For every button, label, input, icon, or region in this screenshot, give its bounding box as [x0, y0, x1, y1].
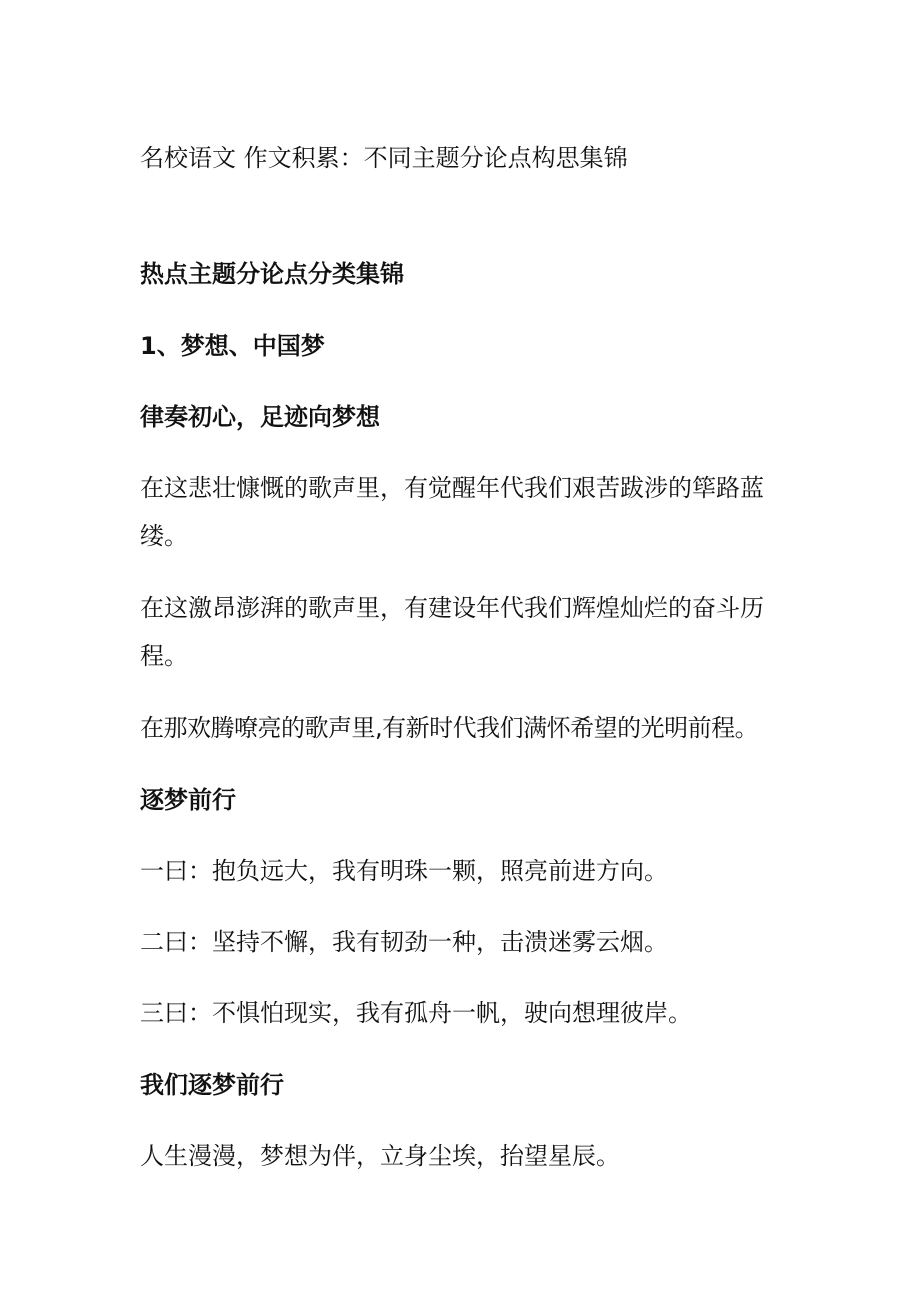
- paragraph: 三曰：不惧怕现实，我有孤舟一帆，驶向想理彼岸。: [140, 999, 692, 1027]
- paragraph: 人生漫漫，梦想为伴，立身尘埃，抬望星辰。: [140, 1142, 620, 1170]
- paragraph: 在这悲壮慷慨的歌声里，有觉醒年代我们艰苦跋涉的筚路蓝缕。: [140, 474, 764, 550]
- paragraph: 一曰：抱负远大，我有明珠一颗，照亮前进方向。: [140, 857, 668, 885]
- document-title: 名校语文 作文积累：不同主题分论点构思集锦: [140, 144, 628, 172]
- paragraph: 在这激昂澎湃的歌声里，有建设年代我们辉煌灿烂的奋斗历程。: [140, 594, 764, 670]
- subheading: 我们逐梦前行: [140, 1071, 284, 1099]
- subheading: 律奏初心，足迹向梦想: [140, 403, 380, 431]
- main-heading: 热点主题分论点分类集锦: [140, 260, 404, 288]
- paragraph: 在那欢腾嘹亮的歌声里,有新时代我们满怀希望的光明前程。: [140, 714, 759, 742]
- paragraph: 二曰：坚持不懈，我有韧劲一种，击溃迷雾云烟。: [140, 928, 668, 956]
- subheading: 逐梦前行: [140, 786, 236, 814]
- section-heading: 1、梦想、中国梦: [140, 332, 325, 360]
